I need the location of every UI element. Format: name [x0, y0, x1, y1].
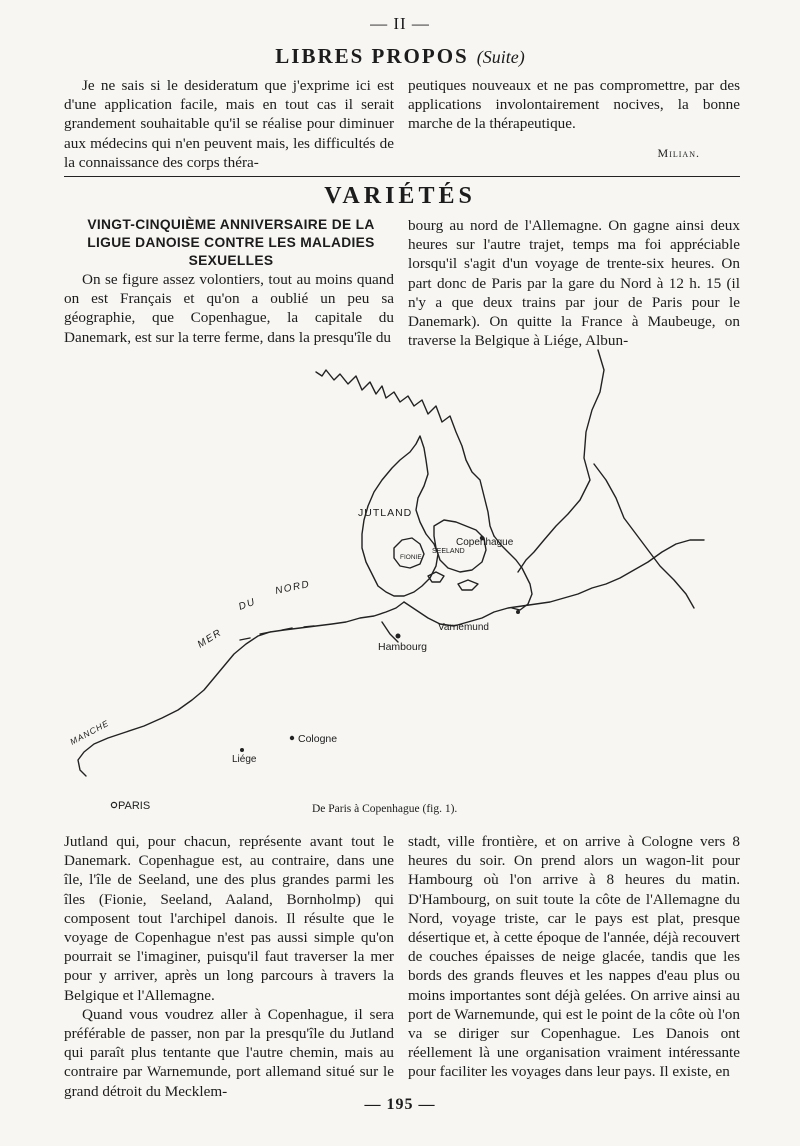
libres-propos-left-column [64, 76, 394, 172]
map-svg [64, 340, 740, 820]
map-label-manche: MANCHE [68, 717, 111, 747]
map-label-cologne: Cologne [298, 733, 338, 745]
varietes-left-paragraph: On se figure assez volontiers, tout au moins quand on est Français et qu'on a oublié un peu sa géographie, que Copenhague, la capitale du Danemark, est sur la terre ferme, dans la presqu'île du [64, 271, 394, 346]
libres-propos-right-text: peutiques nouveaux et ne pas compromettre, par des applications involontairement nocives, la bonne marche de la thérapeutique. [408, 77, 740, 133]
warnemund-dot [516, 610, 520, 614]
elbe-estuary [382, 622, 398, 642]
map-label-warnemund: Varnemund [438, 622, 489, 633]
lower-right-paragraph-1: stadt, ville frontière, et on arrive à Cologne vers 8 heures du soir. On prend alors un wagon-lit pour Hambourg où l'on arrive à 8 heures du matin. D'Hambourg, on suit toute la côte de l'Allemagne du Nord, voyage triste, car le pays est plat, presque désertique et, à cette époque de l'année, déjà recouvert de couches épaisses de neige glacée, tandis que les bords des grands fleuves et les nappes d'eau plus ou moins importantes sont déjà gelées. On arrive ainsi au port de Warnemunde, qui est le point de la côte où l'on va se diriger sur Copenhague. Les Danois ont réellement là une organisation vraiment intéressante pour faciliter les voyages dans leur pays. Il existe, en [408, 833, 740, 1081]
island-small-2 [458, 580, 478, 590]
section-title [0, 44, 800, 69]
libres-propos-right-column [408, 76, 740, 134]
map-label-seeland: SEELAND [432, 548, 465, 555]
article-title: VINGT-CINQUIÈME ANNIVERSAIRE DE LA LIGUE DANOISE CONTRE LES MALADIES SEXUELLES [87, 217, 375, 268]
lower-right-column [408, 832, 740, 1082]
map-label-hambourg: Hambourg [378, 641, 428, 653]
map-label-liege: Liége [232, 754, 257, 765]
varietes-right-column [408, 216, 740, 350]
libres-propos-left-text: Je ne sais si le desideratum que j'exprime ici est d'une application facile, mais en tout cas il serait grandement souhaitable qu'il se réalise pour diminuer aux médecins qui n'en peuvent mais, les difficultés de la connaissance des corps théra- [64, 77, 394, 171]
lower-left-paragraph-1: Jutland qui, pour chacun, représente avant tout le Danemark. Copenhague est, au contraire, dans une île, l'île de Seeland, une des plus grandes parmi les îles (Fionie, Seeland, Aaland, Bornholmp) qui composent tout l'archipel danois. Il résulte que le voyage de Copenhague n'est pas aussi simple qu'on pourrait se l'imaginer, puisqu'il faut traverser la mer pour y arriver, après un long parcours à travers la Belgique et l'Allemagne. [64, 833, 394, 1004]
paris-dot [111, 802, 116, 807]
varietes-left-column [64, 270, 394, 347]
map-label-copenhague: Copenhague [456, 537, 514, 548]
section-title-suite: (Suite) [476, 47, 525, 67]
varietes-heading: VARIÉTÉS [324, 183, 476, 209]
page-footer-number: — 195 — [364, 1096, 436, 1113]
liege-dot [240, 748, 244, 752]
map-label-jutland: JUTLAND [358, 507, 413, 519]
map-label-paris: PARIS [118, 800, 151, 812]
island-fionie [394, 538, 424, 568]
page-header-number: — II — [370, 14, 430, 33]
figure-caption: De Paris à Copenhague (fig. 1). [312, 803, 458, 815]
varietes-right-paragraph: bourg au nord de l'Allemagne. On gagne ainsi deux heures sur l'autre trajet, temps ma foi appréciable lorsqu'il s'agit d'un voyage de trente-six heures. On part donc de Paris par la gare du Nord à 12 h. 15 (il n'y a que deux trains par jour de Paris pour le Danemark). On quitte la France à Maubeuge, on traverse la Belgique à Liége, Albun- [408, 217, 740, 350]
lower-left-paragraph-2: Quand vous voudrez aller à Copenhague, il sera préférable de passer, non par la presqu'île du Jutland qui paraît plus tentante que l'autre chemin, mais au contraire par Warnemunde, port allemand situé sur le grand détroit du Mecklem- [64, 1005, 394, 1100]
lower-left-column [64, 832, 394, 1101]
author-signature: Milian. [657, 146, 700, 160]
map-label-fionie: FIONIE [400, 554, 422, 561]
hambourg-dot [396, 634, 401, 639]
section-divider [64, 176, 740, 177]
map-figure [64, 340, 740, 820]
map-label-nord: NORD [274, 578, 312, 597]
coast-baltic-east [594, 464, 694, 608]
map-label-du: DU [237, 596, 258, 613]
map-label-mer: MER [195, 627, 225, 651]
cologne-dot [290, 736, 294, 740]
coast-sweden-east [518, 350, 604, 572]
section-title-text: LIBRES PROPOS [275, 44, 469, 68]
